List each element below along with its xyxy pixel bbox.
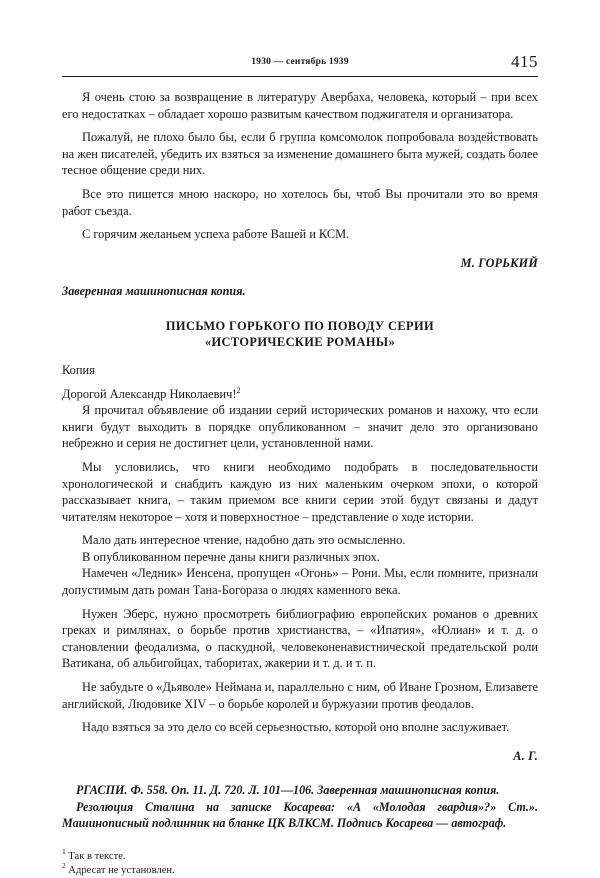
section-paragraph: Не забудьте о «Дьяволе» Неймана и, параллельно с ним, об Иване Грозном, Елизавете английской, Людовике XIV – о борьбе королей и буржуазии против феодалов. <box>62 680 538 711</box>
section-paragraph: Намечен «Ледник» Иенсена, пропущен «Огонь» – Рони. Мы, если помните, признали допустимым дать роман Тана-Богораза о людях каменного века. <box>62 566 538 598</box>
section-paragraph: Надо взяться за это дело со всей серьезностью, которой оно вполне заслуживает. <box>82 720 510 735</box>
section-paragraph: Я прочитал объявление об издании серий исторических романов и нахожу, что если книги будут выходить в порядке опубликованном – значит дело это организовано небрежно и серия не достигнет цели, установленной нами. <box>62 403 538 451</box>
footnote-marker: 2 <box>62 861 66 871</box>
section-paragraph: Мало дать интересное чтение, надобно дать это осмысленно. <box>82 533 406 548</box>
body-paragraph: С горячим желаньем успеха работе Вашей и КСМ. <box>82 227 350 242</box>
copy-note: Заверенная машинописная копия. <box>62 284 246 299</box>
footnote-reference-2: 2 <box>236 385 241 395</box>
footnote-marker: 1 <box>62 847 66 857</box>
section-heading-line-2: «ИСТОРИЧЕСКИЕ РОМАНЫ» <box>204 334 396 349</box>
section-heading <box>62 318 538 350</box>
running-header-title: 1930 — сентябрь 1939 <box>251 57 349 67</box>
section-paragraph: Нужен Эберс, нужно просмотреть библиографию европейских романов о древних греках и римлянах, о борьбе против христианства, – «Ипатия», «Юлиан» и т. д. о становлении феодализма, о паскудной, человеконенавистнической предательской роли Ватикана, об альбигойцах, таборитах, жакерии и т. д. и т. п. <box>62 606 538 671</box>
footnote-text: Так в тексте. <box>68 850 126 862</box>
body-paragraph: Все это пишется мною наскоро, но хотелось бы, чтоб Вы прочитали это во время работ съезда. <box>62 186 538 218</box>
section-paragraph: В опубликованном перечне даны книги различных эпох. <box>82 549 380 564</box>
section-heading-line-1: ПИСЬМО ГОРЬКОГО ПО ПОВОДУ СЕРИИ <box>165 318 435 333</box>
body-paragraph: Пожалуй, не плохо было бы, если б группа комсомолок попробовала воздействовать на жен писателей, убедить их взяться за изменение домашнего быта мужей, создать более тесное общение среди них. <box>62 130 538 178</box>
archival-reference-line-2: Резолюция Сталина на записке Косарева: «А «Молодая гвардия»?» Ст.». Машинописный подлинник на бланке ЦК ВЛКСМ. Подпись Косарева — автограф. <box>62 799 538 831</box>
footnotes <box>62 847 538 878</box>
footnote-text: Адресат не установлен. <box>68 864 175 876</box>
archival-reference-line-1: РГАСПИ. Ф. 558. Оп. 11. Д. 720. Л. 101—106. Заверенная машинописная копия. <box>76 783 500 798</box>
text-column <box>62 52 538 878</box>
copy-label: Копия <box>62 362 95 377</box>
running-header <box>62 52 538 77</box>
footnote-item <box>62 847 538 864</box>
body-paragraph: Я очень стою за возвращение в литературу Авербаха, человека, который – при всех его недостатках – обладает хорошо развитым качеством поджигателя и организатора. <box>62 90 538 121</box>
section-signature: А. Г. <box>513 748 538 763</box>
salutation <box>62 386 538 403</box>
page-number: 415 <box>511 52 538 71</box>
letter-signature: М. ГОРЬКИЙ <box>460 255 538 270</box>
salutation-text: Дорогой Александр Николаевич! <box>62 386 237 401</box>
section-paragraph: Мы условились, что книги необходимо подобрать в последовательности хронологической и снабдить каждую из них маленьким очерком эпохи, о которой рассказывает книга, – таким приемом все книги серии этой будут связаны и дадут читателям некоторое – хотя и поверхностное – представление о ходе истории. <box>62 459 538 524</box>
